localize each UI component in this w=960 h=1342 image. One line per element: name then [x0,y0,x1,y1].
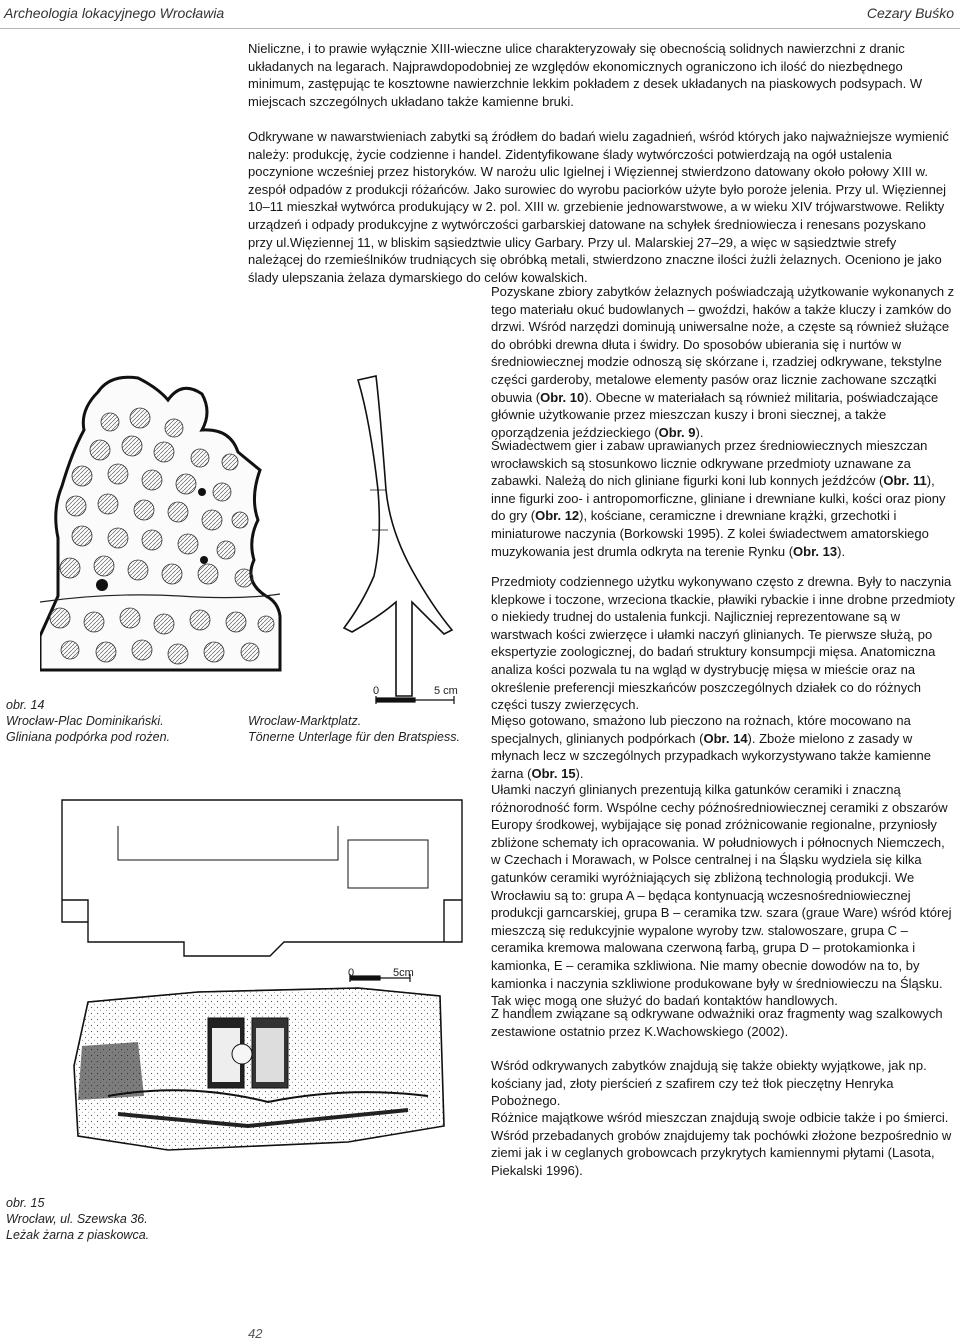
intro-paragraph-2: Odkrywane w nawarstwieniach zabytki są źródłem do badań wielu zagadnień, wśród których jako najważniejsze wymienić należy: produkcję, życie codzienne i handel. Zidentyfikowane ślady wytwórczości potwierdzają na ogół ustalenia poczynione wcześniej przez historyków. W narożu ulic Igielnej i Więziennej stwierdzono datowany około połowy XIII w. zespół odpadów z produkcji różańców. Jako surowiec do wyrobu paciorków użyte było poroże jelenia. Przy ul. Więziennej 10–11 mieszkał wytwórca produkujący w 2. pol. XIII w. grzebienie jednowarstwowe, a w wieku XIV trójwarstwowe. Relikty urządzeń i odpady produkcyjne z wytwórczości garbarskiej datowane na schyłek średniowiecza i renesans pozyskano przy ul.Więziennej 11, w bliskim sąsiedztwie ulicy Garbary. Przy ul. Malarskiej 27–29, a więc w sąsiedztwie strefy należącej do rzemieślników trudniących się obróbką metali, stwierdzono znaczne ilości żużli żelaznych. Oceniono je jako ślady ulepszania żelaza dymarskiego do celów kowalskich. [248,129,949,285]
col-paragraph-2: Świadectwem gier i zabaw uprawianych przez średniowiecznych mieszczan wrocławskich są stosunkowo licznie odkrywane przedmioty uznawane za zabawki. Należą do nich gliniane figurki koni lub konnych jeźdźców (Obr. 11), inne figurki zoo- i antropomorficzne, gliniane i drewniane kulki, kości oraz piony do gry (Obr. 12), kościane, ceramiczne i drewniane krążki, grzechotki i miniaturowe naczynia (Borkowski 1995). Z kolei świadectwem amatorskiego muzykowania jest drumla odkryta na terenie Rynku (Obr. 13). [491,438,946,559]
spit-support-front-view [40,377,280,670]
intro-paragraph-1: Nieliczne, i to prawie wyłącznie XIII-wieczne ulice charakteryzowały się obecnością solidnych nawierzchni z dranic układanych na legarach. Najprawdopodobniej ze względów ekonomicznych ograniczono ich ilość do niezbędnego minimum, zastępując te kosztowne nawierzchnie lekkim pokładem z desek układanych na piaskowych podsypach. W miejscach szczególnych układano także kamienne bruki. [248,41,923,109]
col-paragraph-4: Mięso gotowano, smażono lub pieczono na rożnach, które mocowano na specjalnych, glinianych podpórkach (Obr. 14). Zboże mielono z zasady w młynach lecz w szczególnych przypadkach wykorzystywano także kamienne żarna (Obr. 15). [491,713,932,781]
quern-plan-view [62,800,462,956]
col-paragraph-7: Wśród odkrywanych zabytków znajdują się także obiekty wyjątkowe, jak np. kościany jad, złoty pierścień z szafirem czy też tłok pieczętny Henryka Pobożnego. [491,1058,927,1109]
col-paragraph-5: Ułamki naczyń glinianych prezentują kilka gatunków ceramiki i znaczną różnorodność form. Wspólne cechy późnośredniowiecznej ceramiki z obszarów Europy środkowej, wybijające się ponad zróżnicowanie regionalne, przyniosły zbliżone schematy ich opracowania. W południowych i północnych Niemczech, w Czechach i Morawach, w Polsce centralnej i na Śląsku wydziela się kilka gatunków ceramiki wyróżniających się zbliżoną technologią produkcji. We Wrocławiu są to: grupa A – będąca kontynuacją wczesnośredniowiecznej produkcji garncarskiej, grupa B – ceramika tzw. szara (graue Ware) wśród której mieszczą się redukcyjnie wypalone wyroby tzw. stalowoszare, grupa C – ceramika kremowa malowana czerwoną farbą, grupa D – protokamionka i kamionka, E – ceramika szkliwiona. Nie mamy obecnie dowodów na to, by kamionka i naczynia szkliwione produkowane były w średniowieczu na Śląsku. Tak więc mogą one służyć do badań kontaktów handlowych. [491,782,952,1009]
fig15-scale-five: 5cm [393,967,414,979]
page-number: 42 [248,1326,263,1341]
ref-obr-12: Obr. 12 [535,508,580,524]
quern-perspective-view [74,988,444,1150]
fig14-scale-five: 5 cm [434,685,458,697]
header-right: Cezary Buśko [866,5,954,21]
ref-obr-11: Obr. 11 [883,473,927,489]
ref-obr-13: Obr. 13 [793,543,838,559]
ref-obr-14: Obr. 14 [703,730,748,746]
figure-14-caption-de: Wroclaw-Marktplatz. Tönerne Unterlage für den Bratspiess. [248,714,460,744]
col-paragraph-6: Z handlem związane są odkrywane odważniki oraz fragmenty wag szalkowych zestawione ostatnio przez K.Wachowskiego (2002). [491,1006,943,1039]
spit-support-side-view [344,376,452,696]
col-paragraph-8: Różnice majątkowe wśród mieszczan znajdują swoje odbicie także i po śmierci. Wśród przebadanych grobów znajdujemy tak pochówki złożone bezpośrednio w ziemi jak i w ceglanych grobowcach przykrytych kamiennymi płytami (Lasota, Piekalski 1996). [491,1110,952,1178]
fig15-scale-zero: 0 [348,967,355,979]
ref-obr-10: Obr. 10 [540,389,585,405]
figure-15-drawing [48,796,468,1166]
figure-15-caption: obr. 15 Wrocław, ul. Szewska 36. Leżak żarna z piaskowca. [6,1195,226,1243]
ref-obr-15: Obr. 15 [531,765,576,781]
running-header [0,0,960,29]
fig14-label: obr. 14 [6,698,45,712]
fig15-label: obr. 15 [6,1196,45,1210]
fig14-scale-zero: 0 [373,685,380,697]
col-paragraph-3: Przedmioty codziennego użytku wykonywano często z drewna. Były to naczynia klepkowe i toczone, wrzeciona tkackie, pławiki rybackie i inne drobne przedmioty o niekiedy trudnej do ustalenia funkcji. Najliczniej reprezentowane są w warstwach kości zwierzęce i ułamki naczyń glinianych. Te pierwsze służą, po ekspertyzie zoologicznej, do badań struktury konsumpcji mięsa. Anatomiczna analiza kości pozwala tu na wgląd w dystrybucję mięsa w mieście oraz na określenie preferencji mieszkańców poszczególnych działek co do różnych części tuszy zwierzęcych. [491,574,955,713]
ref-obr-9: Obr. 9 [658,424,696,440]
figure-14-drawing [40,370,488,710]
col-paragraph-1: Pozyskane zbiory zabytków żelaznych poświadczają użytkowanie wykonanych z tego materiału okuć budowlanych – gwoździ, haków a także kluczy i zamków do drzwi. Wśród narzędzi dominują uniwersalne noże, a częste są również służące do obróbki drewna dłuta i świdry. Do sposobów ubierania się i nurtów w średniowiecznej modzie odnoszą się skórzane i, rzadziej odkrywane, tekstylne części garderoby, metalowe elementy pasów oraz licznie zachowane szczątki obuwia (Obr. 10). Obecne w materiałach są również militaria, poświadczające głównie użytkowanie przez mieszczan kuszy i broni siecznej, a także oporządzenia jeździeckiego (Obr. 9). [491,284,955,440]
header-left: Archeologia lokacyjnego Wrocławia [4,5,225,21]
figure-14-caption-pl: obr. 14 Wrocław-Plac Dominikański. Gliniana podpórka pod rożen. [6,697,226,745]
